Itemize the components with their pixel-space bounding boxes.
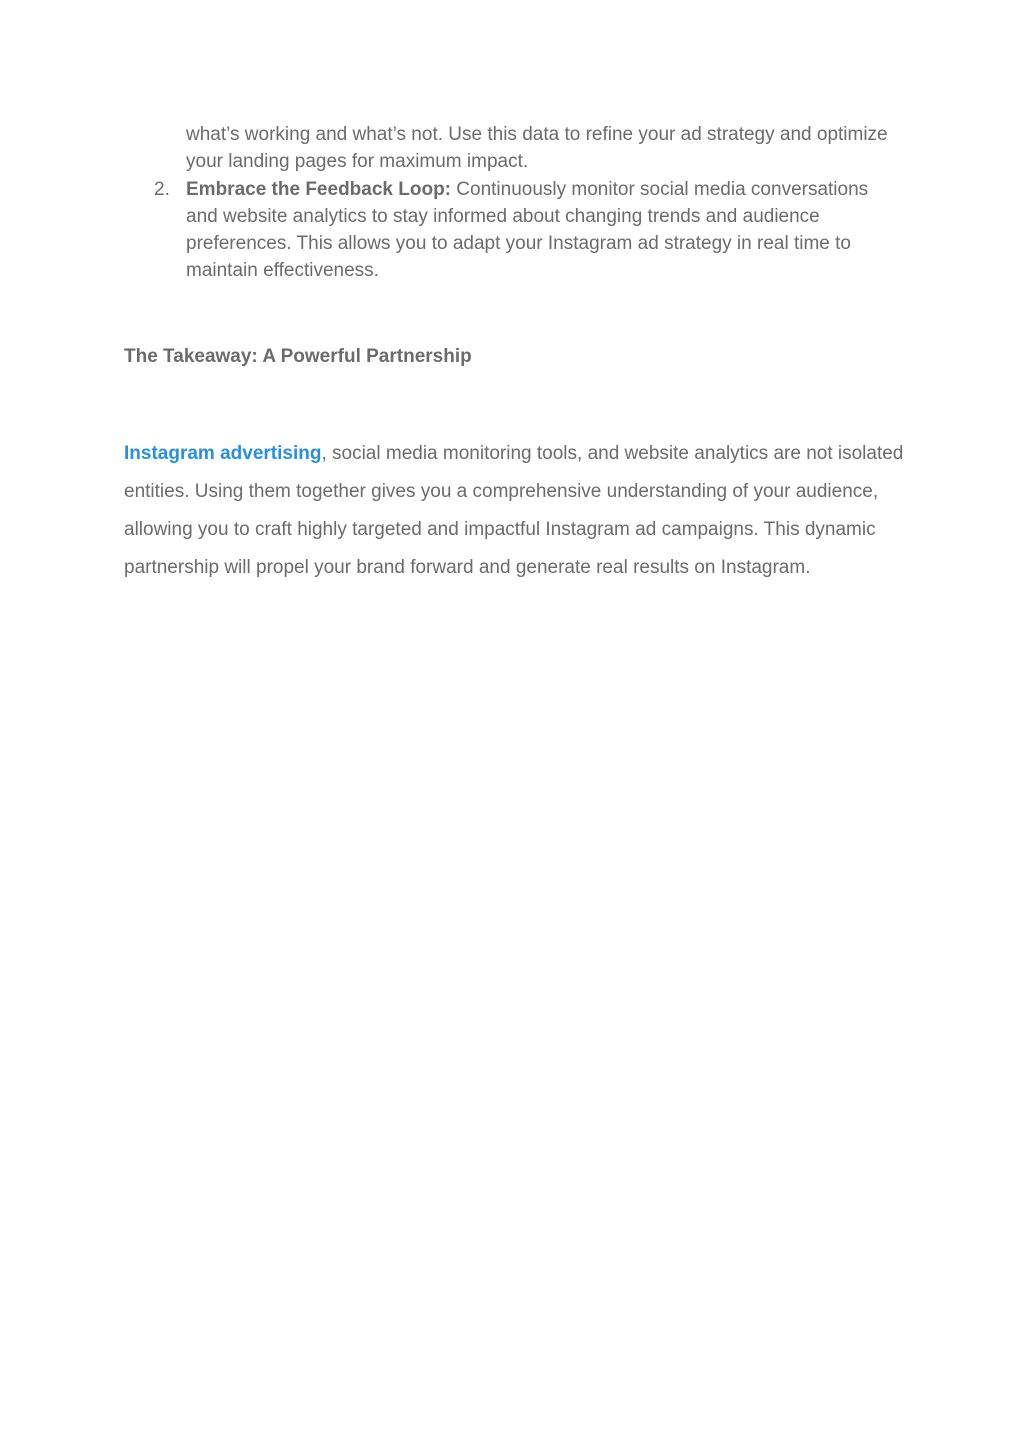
list-item-text: Continuously monitor social media conversations and website analytics to stay informed about changing trends and audience preferences. This allows you to adapt your Instagram ad strategy in real time to maintain effectiveness. xyxy=(186,178,869,282)
list-item-number: 2. xyxy=(154,178,170,200)
list-item-feedback-loop xyxy=(124,176,904,285)
list-item-text: what’s working and what’s not. Use this data to refine your ad strategy and optimize your landing pages for maximum impact. xyxy=(186,124,888,173)
list-item-bold-label: Embrace the Feedback Loop: xyxy=(186,178,452,200)
list-item-continuation xyxy=(124,121,904,176)
instagram-advertising-link[interactable]: Instagram advertising xyxy=(124,443,322,464)
section-heading: The Takeaway: A Powerful Partnership xyxy=(124,346,472,367)
numbered-list xyxy=(124,121,904,285)
section-paragraph xyxy=(124,435,904,587)
paragraph-text: , social media monitoring tools, and website analytics are not isolated entities. Using them together gives you a comprehensive understanding of your audience, allowing you to craft highly targeted and impactful Instagram ad campaigns. This dynamic partnership will propel your brand forward and generate real results on Instagram. xyxy=(124,443,904,578)
